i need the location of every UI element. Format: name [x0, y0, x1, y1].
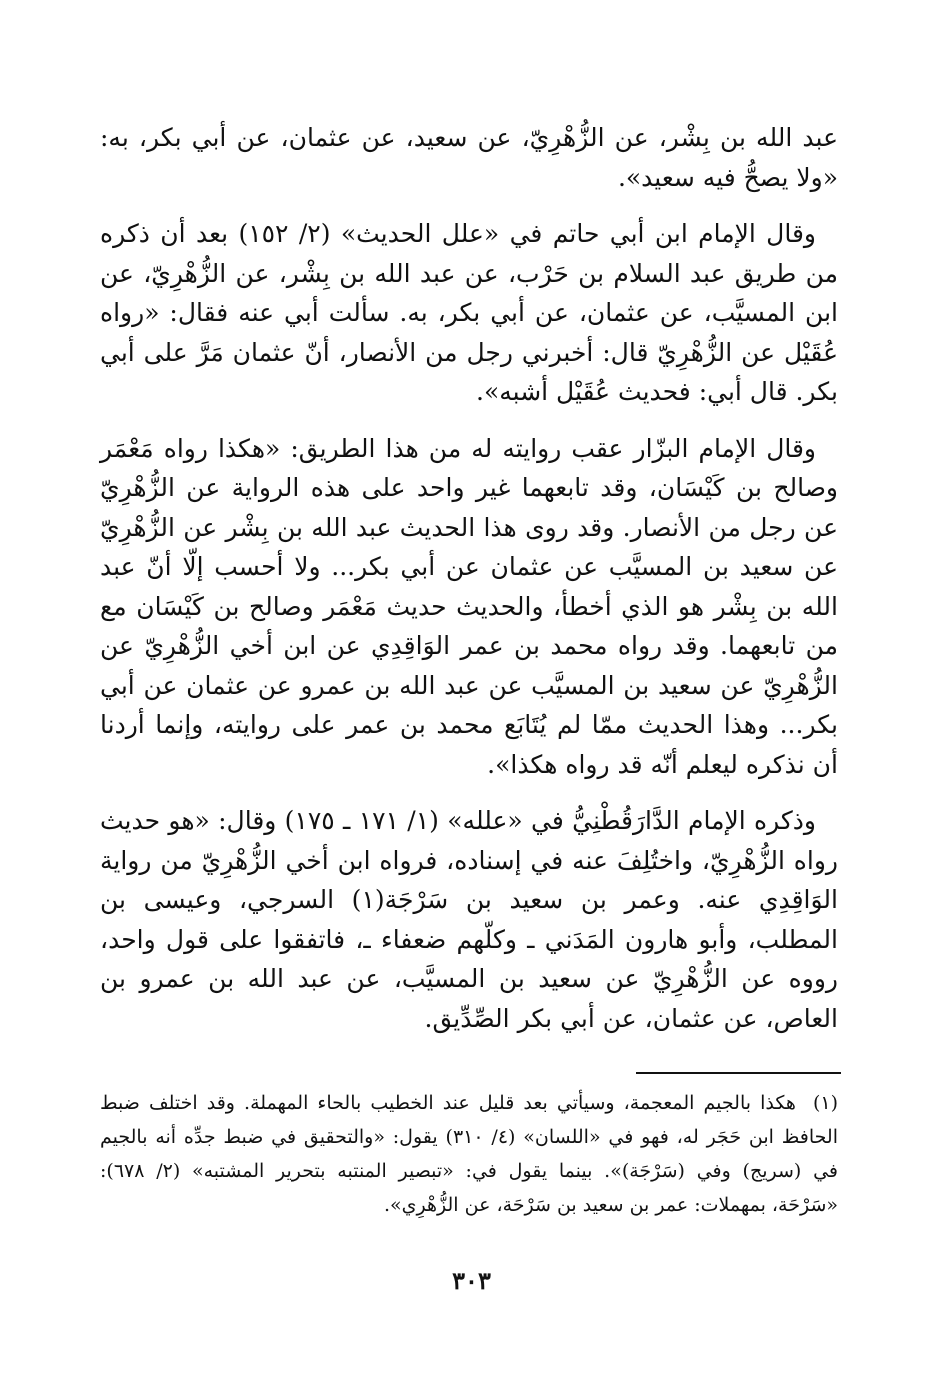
paragraph-4: وذكره الإمام الدَّارَقُطْنِيُّ في «علله» (١/ ١٧١ ـ ١٧٥) وقال: «هو حديث رواه الزُّهْرِيّ، واختُلِفَ عنه في إسناده، فرواه ابن أخي الزُّهْرِيّ من رواية الوَاقِدِي عنه. وعمر بن سعيد بن سَرْجَة(١) السرجي، وعيسى بن المطلب، وأبو هارون المَدَني ـ وكلّهم ضعفاء ـ، فاتفقوا على قول واحد، رووه عن الزُّهْرِيّ عن سعيد بن المسيَّب، عن عبد الله بن عمرو بن العاص، عن عثمان، عن أبي بكر الصِّدِّيق. [100, 806, 838, 1033]
paragraph-2: وقال الإمام ابن أبي حاتم في «علل الحديث» (٢/ ١٥٢) بعد أن ذكره من طريق عبد السلام بن حَرْب، عن عبد الله بن بِشْر، عن الزُّهْرِيّ، عن ابن المسيَّب، عن عثمان، عن أبي بكر، به. سألت أبي عنه فقال: «رواه عُقَيْل عن الزُّهْرِيّ قال: أخبرني رجل من الأنصار، أنّ عثمان مَرَّ على أبي بكر. قال أبي: فحديث عُقَيْل أشبه». [100, 219, 838, 406]
paragraph-3: وقال الإمام البزّار عقب روايته له من هذا الطريق: «هكذا رواه مَعْمَر وصالح بن كَيْسَان، وقد تابعهما غير واحد على هذه الرواية عن الزُّهْرِيّ عن رجل من الأنصار. وقد روى هذا الحديث عبد الله بن بِشْر عن الزُّهْرِيّ عن سعيد بن المسيَّب عن عثمان عن أبي بكر... ولا أحسب إلّا أنّ عبد الله بن بِشْر هو الذي أخطأ، والحديث حديث مَعْمَر وصالح بن كَيْسَان مع من تابعهما. وقد رواه محمد بن عمر الوَاقِدِي عن ابن أخي الزُّهْرِيّ عن الزُّهْرِيّ عن سعيد بن المسيَّب عن عبد الله بن عمرو عن عثمان عن أبي بكر... وهذا الحديث ممّا لم يُتَابَع محمد بن عمر على روايته، وإنما أردنا أن نذكره ليعلم أنّه قد رواه هكذا». [100, 433, 838, 779]
footnote-divider [636, 1072, 841, 1074]
footnote-text: هكذا بالجيم المعجمة، وسيأتي بعد قليل عند الخطيب بالحاء المهملة. وقد اختلف ضبط الحافظ ابن حَجَر له، فهو في «اللسان» (٤/ ٣١٠) يقول: «والتحقيق في ضبط جدِّه أنه بالجيم في (سريج) وفي (سَرْجَة)». بينما يقول في: «تبصير المنتبه بتحرير المشتبه» (٢/ ٦٧٨): «سَرْحَة، بمهملات: عمر بن سعيد بن سَرْحَة، عن الزُّهْرِي». [100, 1092, 838, 1216]
footnote-marker: (١) [812, 1092, 838, 1114]
paragraph-1: عبد الله بن بِشْر، عن الزُّهْرِيّ، عن سعيد، عن عثمان، عن أبي بكر، به: «ولا يصحُّ فيه سعيد». [100, 123, 838, 192]
page-number: ٣٠٣ [452, 1266, 491, 1295]
main-text [100, 118, 838, 1055]
footnote [100, 1086, 838, 1222]
